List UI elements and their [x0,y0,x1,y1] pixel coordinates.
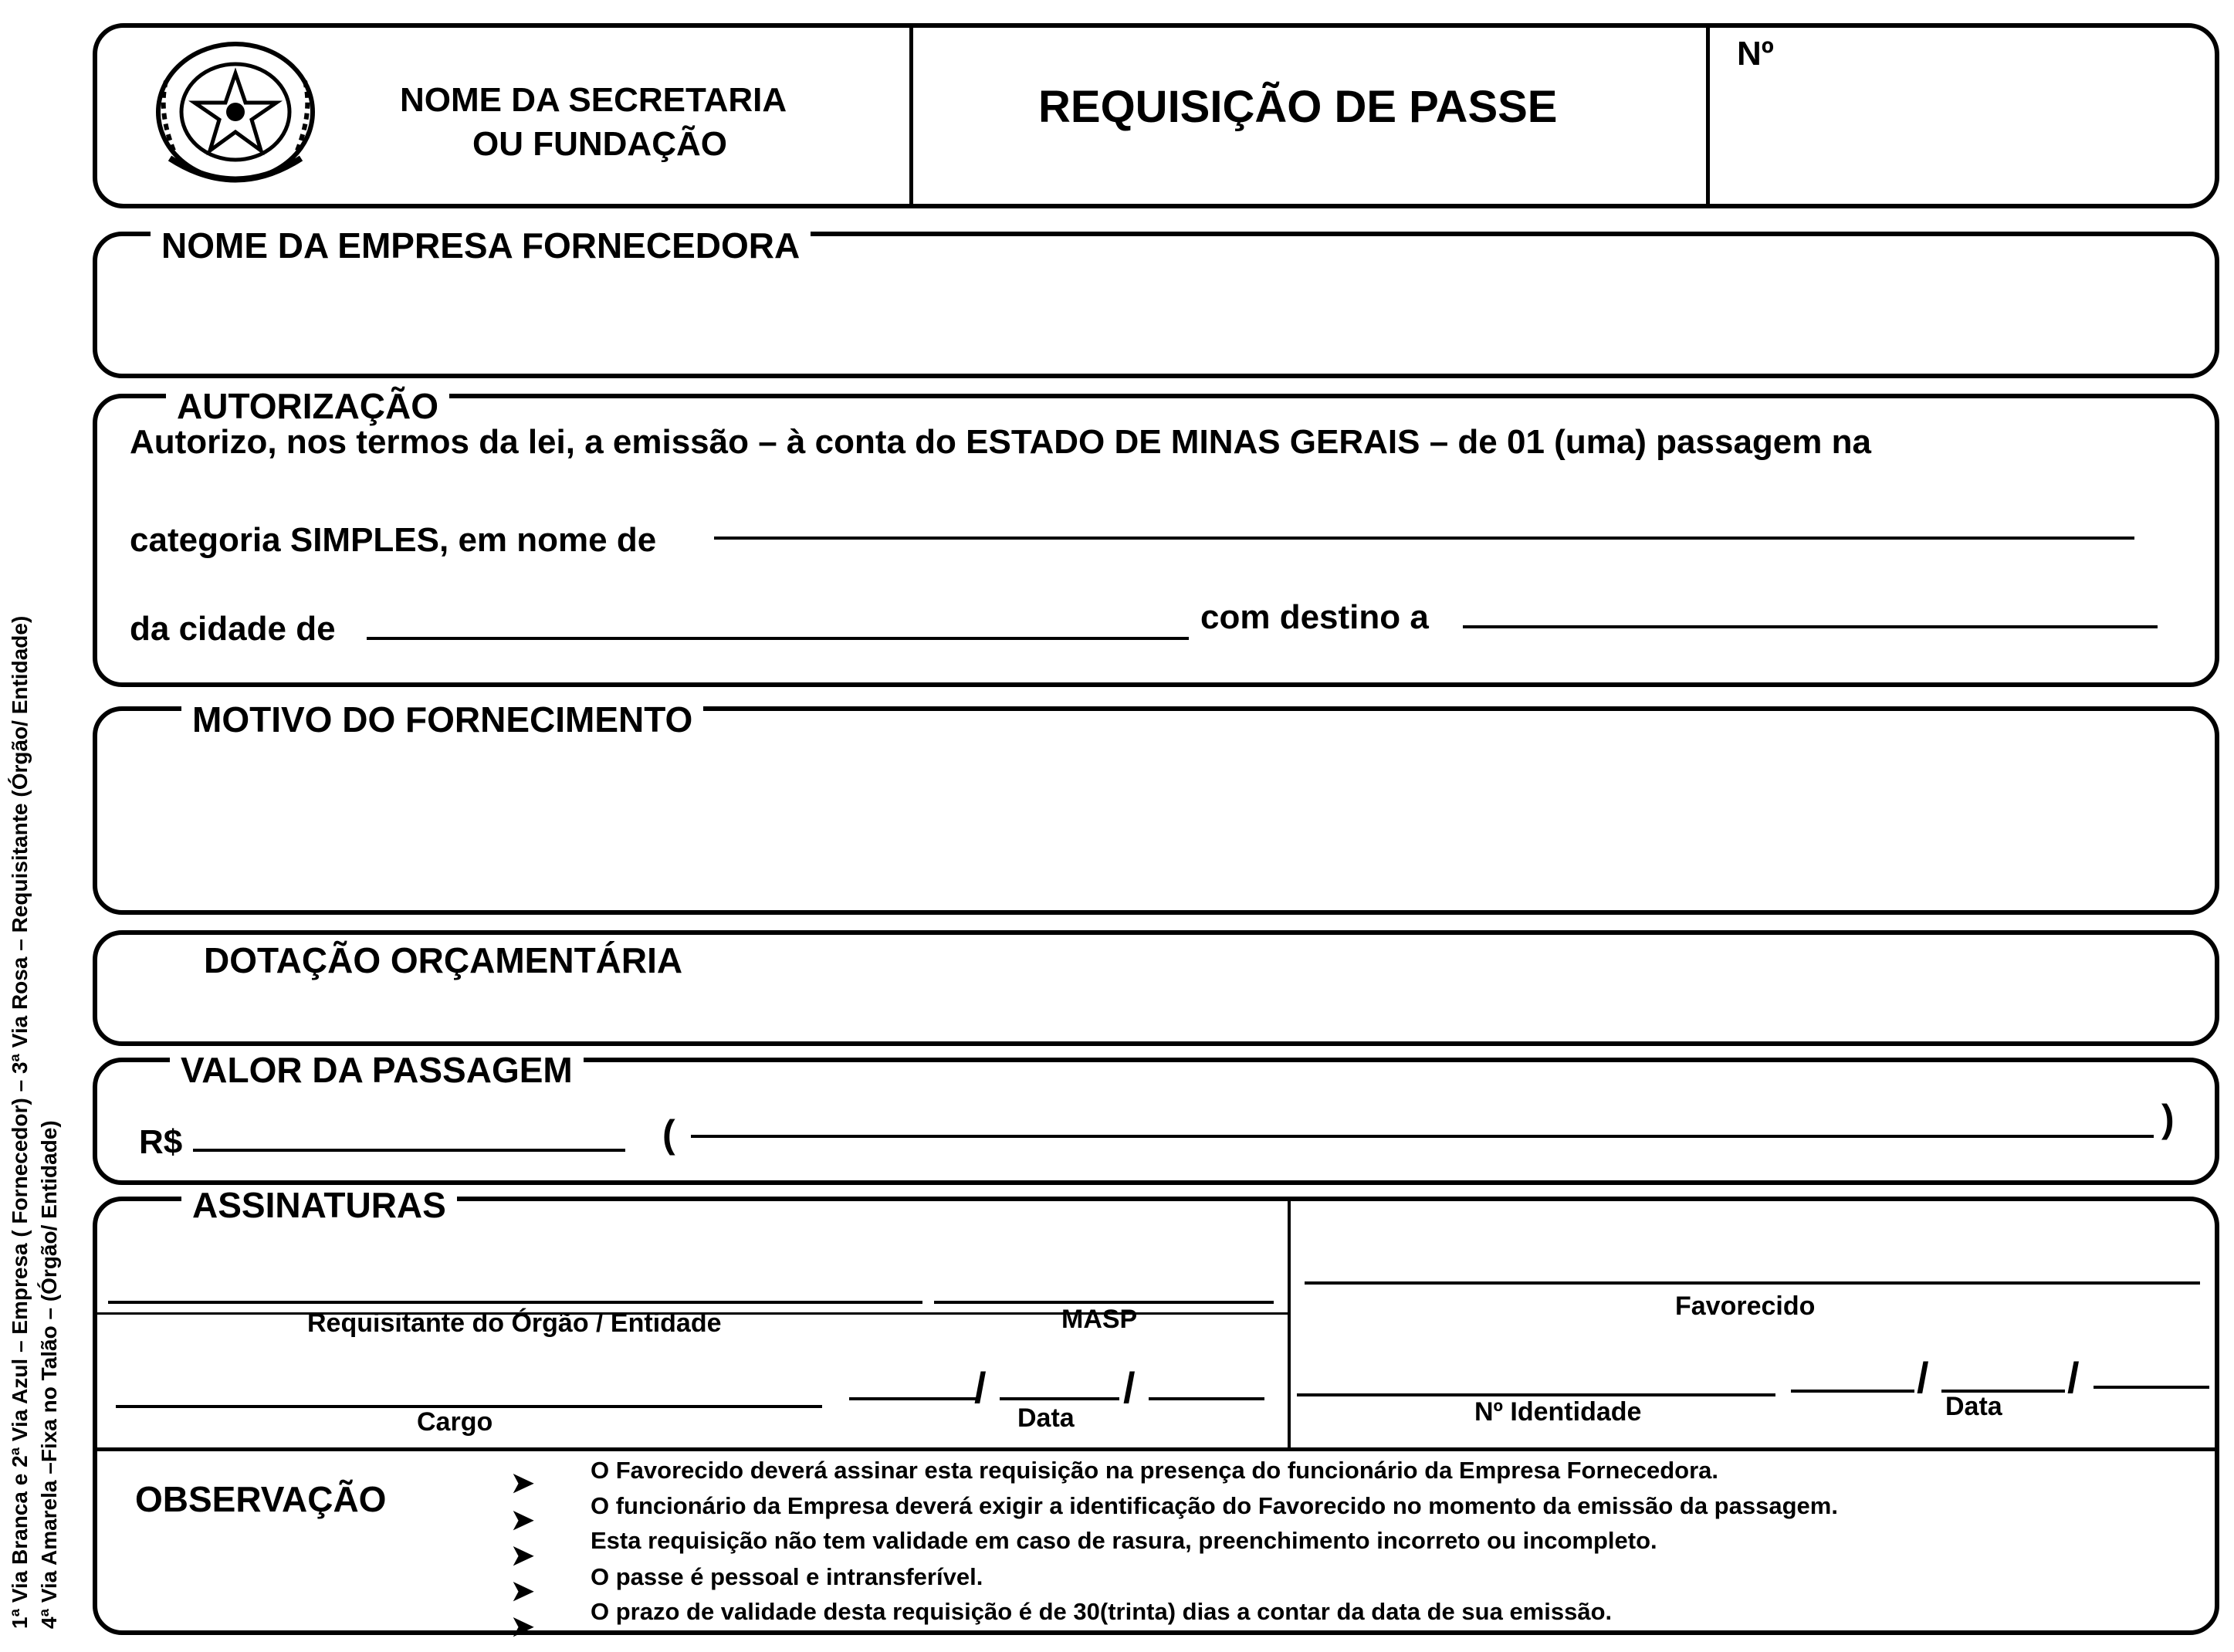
autorizacao-legend: AUTORIZAÇÃO [166,386,449,426]
crest-icon [147,35,324,197]
valor-legend: VALOR DA PASSAGEM [170,1050,584,1090]
data-right-label: Data [1945,1392,2002,1421]
data-right-slash-2: / [2067,1353,2080,1402]
destination-field[interactable] [1463,625,2158,628]
assinaturas-legend: ASSINATURAS [181,1185,457,1225]
autorizacao-line3-middle: com destino a [1200,598,1429,636]
requisitante-signature-line[interactable] [108,1301,922,1304]
data-right-slash-1: / [1917,1353,1929,1402]
cargo-label: Cargo [417,1407,493,1437]
number-field[interactable] [1783,31,2200,185]
observacao-title: OBSERVAÇÃO [135,1479,387,1519]
dotacao-legend: DOTAÇÃO ORÇAMENTÁRIA [193,940,693,980]
motivo-field[interactable] [124,753,2192,899]
secretaria-name-line2: OU FUNDAÇÃO [472,125,727,163]
masp-label: MASP [1061,1305,1138,1334]
observacao-item-3: Esta requisição não tem validade em caso de rasura, preenchimento incorreto ou incompleto. [591,1527,1657,1554]
identidade-label: Nº Identidade [1474,1397,1642,1427]
requisitante-label: Requisitante do Órgão / Entidade [307,1308,722,1338]
observacao-bullet-icon: ➤ [511,1504,535,1535]
side-note-via-amarela: 4ª Via Amarela –Fixa no Talão – (Órgão/ Entidade) [37,1120,61,1629]
assinaturas-vertical-divider [1288,1197,1291,1450]
motivo-legend: MOTIVO DO FORNECIMENTO [181,699,703,740]
secretaria-name-line1: NOME DA SECRETARIA [400,81,787,119]
data-left-slash-2: / [1123,1363,1136,1412]
number-label: Nº [1737,35,1774,73]
data-left-month[interactable] [1000,1397,1119,1400]
observacao-bullet-icon: ➤ [511,1610,535,1642]
valor-open-paren: ( [662,1112,675,1156]
form-title: REQUISIÇÃO DE PASSE [1038,82,1558,132]
data-left-day[interactable] [849,1397,980,1400]
origin-city-field[interactable] [367,637,1189,640]
empresa-field[interactable] [124,278,2192,363]
observacao-item-2: O funcionário da Empresa deverá exigir a identificação do Favorecido no momento da emissão da passagem. [591,1492,1838,1519]
empresa-legend: NOME DA EMPRESA FORNECEDORA [151,225,811,266]
observacao-item-1: O Favorecido deverá assinar esta requisição na presença do funcionário da Empresa Fornecedora. [591,1457,1718,1484]
assinaturas-box [93,1197,2219,1635]
valor-close-paren: ) [2161,1097,2175,1140]
observacao-bullet-icon: ➤ [511,1539,535,1571]
header-divider-2 [1706,23,1710,208]
favorecido-label: Favorecido [1675,1291,1816,1321]
identidade-line[interactable] [1297,1393,1775,1396]
passenger-name-field[interactable] [714,537,2134,540]
currency-symbol: R$ [139,1123,183,1161]
observacao-item-4: O passe é pessoal e intransferível. [591,1563,983,1590]
dotacao-field[interactable] [124,984,2192,1034]
data-left-year[interactable] [1149,1397,1264,1400]
favorecido-signature-line[interactable] [1305,1281,2200,1285]
side-note-vias: 1ª Via Branca e 2ª Via Azul – Empresa ( Fornecedor) – 3ª Via Rosa – Requisitante (Órgão/ Entidade) [8,615,32,1629]
observacao-bullet-icon: ➤ [511,1575,535,1606]
autorizacao-line1: Autorizo, nos termos da lei, a emissão – à conta do ESTADO DE MINAS GERAIS – de 01 (uma) passagem na [130,423,1871,461]
autorizacao-line2-prefix: categoria SIMPLES, em nome de [130,521,657,559]
valor-numeric-field[interactable] [193,1149,625,1152]
data-left-slash-1: / [974,1363,987,1412]
data-right-day[interactable] [1791,1390,1914,1393]
autorizacao-line3-prefix: da cidade de [130,610,336,648]
data-right-year[interactable] [2094,1386,2209,1389]
data-left-label: Data [1017,1403,1075,1433]
observacao-divider [93,1447,2219,1451]
header-divider-1 [909,23,913,208]
observacao-bullet-icon: ➤ [511,1467,535,1498]
masp-line[interactable] [934,1301,1274,1304]
valor-extenso-field[interactable] [691,1135,2154,1138]
observacao-item-5: O prazo de validade desta requisição é de 30(trinta) dias a contar da data de sua emissão. [591,1598,1613,1625]
